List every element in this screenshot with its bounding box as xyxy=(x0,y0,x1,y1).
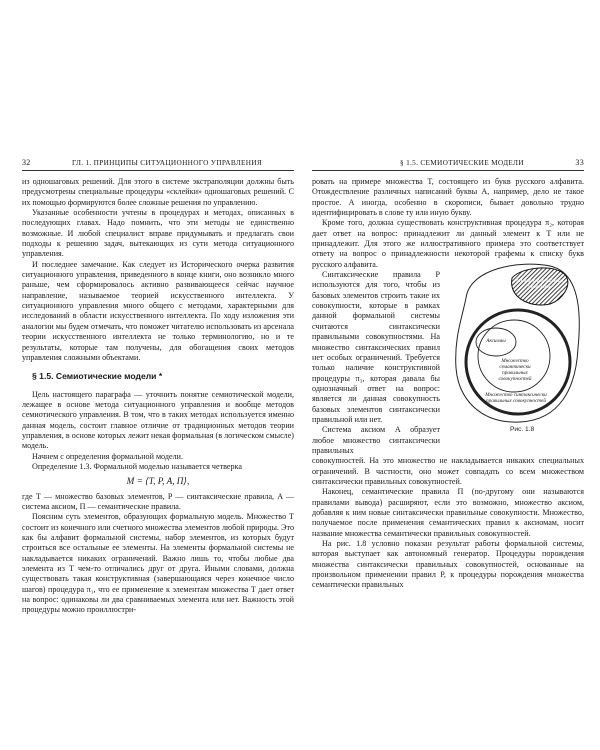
definition-paragraph: Определение 1.3. Формальной моделью называется четверка xyxy=(32,461,242,471)
left-page xyxy=(22,158,294,616)
paragraph: из одношаговых решений. Для этого в системе экстраполяции должны быть предусмотрены специальные процедуры «склейки» одношаговых решений. С их помощью формируются более сложные решения по управлению. xyxy=(22,177,294,207)
paragraph: Наконец, семантические правила П (по-другому они называются правилами вывода) расширяют, если это возможно, множество аксиом, добавляя к ним новые синтаксически правильные совокупности. Множество, получаемое после применения семантических правил к аксиомам, носит название множества семантически правильных совокупностей. xyxy=(312,487,584,538)
paragraph: Цель настоящего параграфа — уточнить понятие семиотической модели, лежащее в основе метода ситуационного управления и вообще методов семиотического управления. В том, что в таких методах используется именно данная модель, состоит главное отличие от традиционных методов теории управления, в основе которых лежит некая формальная (в логическом смысле) модель. xyxy=(22,389,294,451)
section-heading: § 1.5. Семиотические модели * xyxy=(32,371,163,382)
after-figure-text xyxy=(312,456,584,590)
paragraph: Кроме того, должна существовать конструктивная процедура π₂, которая дает ответ на вопрос: принадлежит ли данный элемент к T или не принадлежит. Для этого же иллюстративного примера это соответствует ответу на вопрос о принадлежности некоторой графемы к списку букв русского алфавита. xyxy=(312,218,584,269)
right-page-header xyxy=(312,158,584,171)
formula: M = ⟨T, P, A, П⟩, xyxy=(126,476,190,487)
paragraph: где T — множество базовых элементов, P — синтаксические правила, A — система аксиом, П — семантические правила. xyxy=(22,491,294,511)
figure-1-8 xyxy=(450,258,584,434)
left-page-header xyxy=(22,158,294,171)
label-syntactic: Множество синтаксически правильных совокупностей xyxy=(485,392,547,404)
narrow-column xyxy=(312,270,440,456)
paragraph: Начнем с определения формальной модели. xyxy=(32,451,183,461)
paragraph: Поясним суть элементов, образующих формальную модель. Множество T состоит из конечного или счетного множества элементов любой природы. Это как бы алфавит формальной системы, набор элементов, из которых будут строиться все остальные ее элементы. На элементы формальной системы не накладывается никаких ограничений. Важно лишь то, чтобы любые два элемента из T чем-то отличались друг от друга. Иными словами, должна существовать такая конструктивная (завершающаяся через конечное число шагов) процедура π₁, что ее применение к элементам множества T дает ответ на вопрос: одинаковы ли два сравниваемых элемента или нет. Важность этой процедуры можно проиллюстри- xyxy=(22,512,294,615)
left-page-number: 32 xyxy=(22,158,31,167)
label-semantic: Множество семантически правильных совокупностей xyxy=(498,358,532,382)
right-page xyxy=(312,158,584,591)
paragraph: ровать на примере множества T, состоящего из букв русского алфавита. Отождествление различных написаний буквы A, например, дело не такое простое. А иногда, особенно в скорописи, бывает довольно трудно идентифицировать в слове ту или иную букву. xyxy=(312,177,584,218)
left-running-head: ГЛ. 1. ПРИНЦИПЫ СИТУАЦИОННОГО УПРАВЛЕНИЯ xyxy=(72,158,263,167)
figure-caption: Рис. 1.8 xyxy=(510,426,535,433)
paragraph: совокупностей. На это множество не накладывается никаких специальных ограничений. В частности, оно может совпадать со всем множеством синтаксически правильных совокупностей. xyxy=(312,456,584,486)
label-base-elements: Множество базовых элементов xyxy=(516,278,564,290)
label-axioms: Аксиомы xyxy=(486,338,506,344)
paragraph: Система аксиом A образует любое множество синтаксически правильных xyxy=(312,425,440,455)
paragraph: Указанные особенности учтены в процедурах и методах, описанных в последующих главах. Надо помнить, что эти методы не единственно возможные. И любой специалист вправе придумывать и предлагать свои подходы к решению задач, вытекающих из сути метода ситуационного управления. xyxy=(22,208,294,259)
right-page-number: 33 xyxy=(575,158,584,167)
paragraph: Синтаксические правила P используются для того, чтобы из базовых элементов строить такие их совокупности, которые в рамках данной формальной системы считаются синтаксически правильными совокупностями. На множество синтаксических правил нет особых ограничений. Требуется только наличие конструктивной процедуры π₃, которая давала бы однозначный ответ на вопрос: является ли данная совокупность базовых элементов синтаксически правильной или нет. xyxy=(312,270,440,424)
paragraph: И последнее замечание. Как следует из Исторического очерка развития ситуационного управления, приведенного в конце книги, оно возникло много раньше, чем сформировалось активно развивающееся сейчас научное направление, называемое теорией искусственного интеллекта. У ситуационного управления много общего с методами, характерными для исследований в области искусственного интеллекта. По ходу изложения эти аналогии мы будем отмечать, что поможет читателю использовать из арсенала теории искусственного интеллекта не только терминологию, но и те результаты, которые там получены, для обогащения своих методов управления сложными объектами. xyxy=(22,259,294,362)
right-running-head: § 1.5. СЕМИОТИЧЕСКИЕ МОДЕЛИ xyxy=(400,158,524,167)
paragraph: На рис. 1.8 условно показан результат работы формальной системы, которая выступает как автономный генератор. Процедуры порождения множества синтаксически правильных совокупностей, основанные на произвольном применении правил P, к процедуры порождения множества семантически правильных xyxy=(312,539,584,590)
